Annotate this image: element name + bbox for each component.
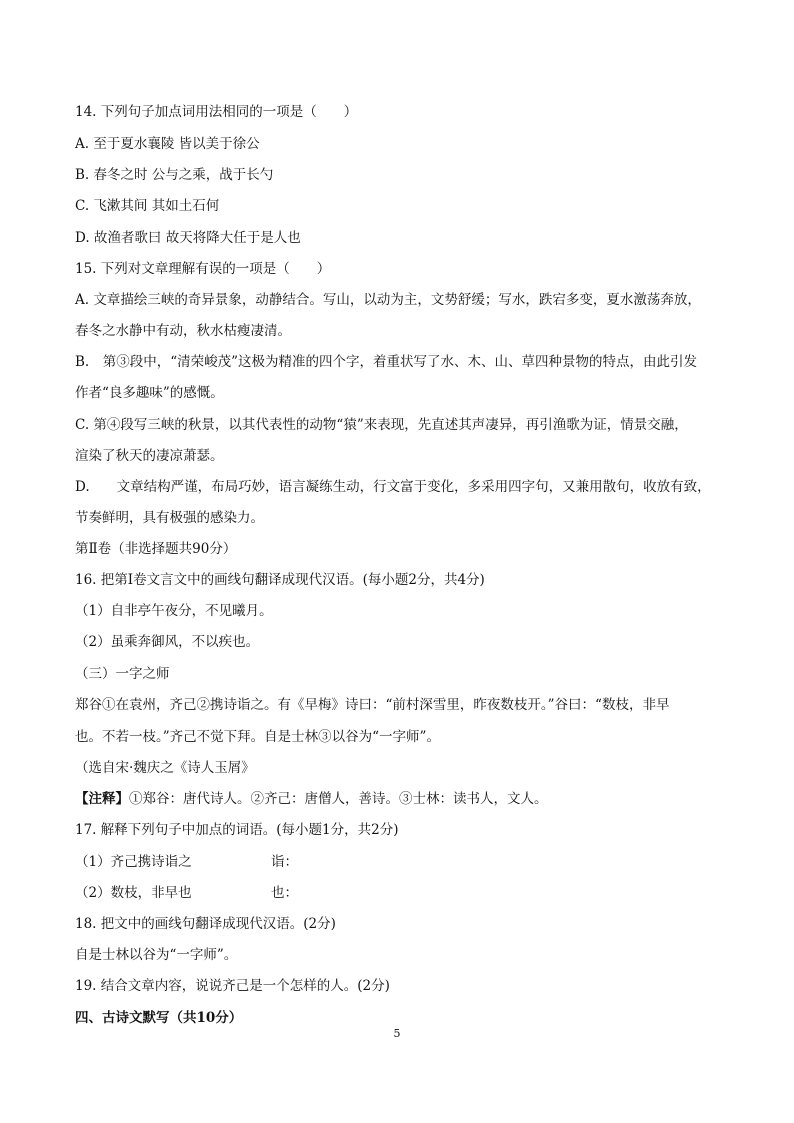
q17-word-2: 也： bbox=[271, 885, 298, 901]
passage-source: （选自宋·魏庆之《诗人玉屑》 bbox=[75, 760, 255, 776]
q15-option-d-line2: 节奏鲜明，具有极强的感染力。 bbox=[75, 510, 264, 526]
q16-sentence-1: （1）自非亭午夜分，不见曦月。 bbox=[75, 603, 273, 619]
q15-option-c-line2: 渲染了秋天的凄凉萧瑟。 bbox=[75, 448, 224, 464]
q15-option-a-line2: 春冬之水静中有动，秋水枯瘦凄清。 bbox=[75, 323, 291, 339]
volume-2-heading: 第Ⅱ卷（非选择题共90分） bbox=[75, 541, 237, 557]
q14-option-b: B. 春冬之时 公与之乘，战于长勺 bbox=[75, 167, 274, 183]
section-4-heading: 四、古诗文默写（共10分） bbox=[75, 1010, 243, 1026]
q15-option-b-line1: B. 第③段中，“清荣峻茂”这极为精准的四个字，着重状写了水、木、山、草四种景物的特点，由此引发 bbox=[75, 354, 698, 370]
q15-stem: 15. 下列对文章理解有误的一项是（ ） bbox=[75, 261, 331, 277]
notes-text: ①郑谷：唐代诗人。②齐己：唐僧人，善诗。③士林：读书人，文人。 bbox=[129, 791, 548, 807]
notes bbox=[75, 791, 734, 807]
q15-option-a-line1: A. 文章描绘三峡的奇异景象，动静结合。写山，以动为主，文势舒缓；写水，跌宕多变，夏水激荡奔放， bbox=[75, 292, 701, 308]
q17-item-2 bbox=[75, 885, 734, 901]
passage-line-2: 也。不若一枝。”齐己不觉下拜。自是士林③以谷为“一字师”。 bbox=[75, 729, 440, 745]
q17-stem: 17. 解释下列句子中加点的词语。(每小题1分，共2分) bbox=[75, 822, 399, 838]
q14-option-c: C. 飞漱其间 其如土石何 bbox=[75, 198, 220, 214]
q18-stem: 18. 把文中的画线句翻译成现代汉语。(2分) bbox=[75, 916, 336, 932]
q14-stem: 14. 下列句子加点词用法相同的一项是（ ） bbox=[75, 104, 358, 120]
q18-sentence: 自是士林以谷为“一字师”。 bbox=[75, 947, 238, 963]
q15-option-c-line1: C. 第④段写三峡的秋景，以其代表性的动物“猿”来表现，先直述其声凄异，再引渔歌为证，情景交融， bbox=[75, 417, 688, 433]
q14-option-d: D. 故渔者歌曰 故天将降大任于是人也 bbox=[75, 230, 301, 246]
q14-option-a: A. 至于夏水襄陵 皆以美于徐公 bbox=[75, 136, 260, 152]
q15-option-b-line2: 作者“良多趣味”的感慨。 bbox=[75, 385, 224, 401]
q15-option-d-line1: D. 文章结构严谨，布局巧妙，语言凝练生动，行文富于变化，多采用四字句，又兼用散句，收放有致， bbox=[75, 479, 711, 495]
q17-sentence-2: （2）数枝，非早也 bbox=[75, 885, 192, 901]
passage-line-1: 郑谷①在袁州，齐己②携诗诣之。有《早梅》诗曰：“前村深雪里，昨夜数枝开。”谷曰：“数枝，非早 bbox=[75, 697, 670, 713]
section-3-title: （三）一字之师 bbox=[75, 666, 170, 682]
q17-word-1: 诣： bbox=[271, 854, 298, 870]
notes-label: 【注释】 bbox=[75, 791, 129, 807]
q19-stem: 19. 结合文章内容，说说齐己是一个怎样的人。(2分) bbox=[75, 978, 390, 994]
q17-item-1 bbox=[75, 854, 734, 870]
q17-sentence-1: （1）齐己携诗诣之 bbox=[75, 854, 192, 870]
q16-sentence-2: （2）虽乘奔御风，不以疾也。 bbox=[75, 634, 260, 650]
page-number: 5 bbox=[393, 1027, 401, 1040]
q16-stem: 16. 把第Ⅰ卷文言文中的画线句翻译成现代汉语。(每小题2分，共4分) bbox=[75, 572, 485, 588]
